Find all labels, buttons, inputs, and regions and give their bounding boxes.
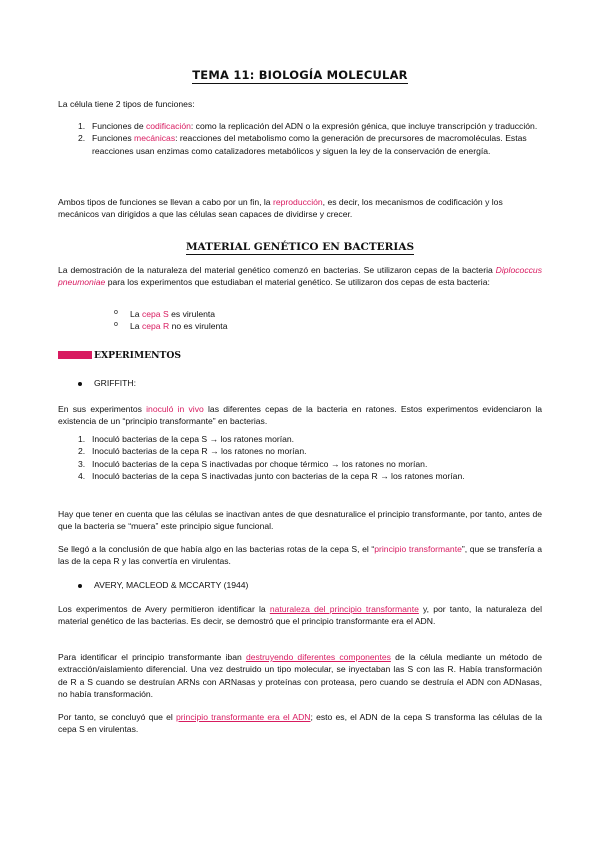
highlight: destruyendo diferentes componentes [245,652,391,662]
section-bar [58,351,92,359]
griffith-note: Hay que tener en cuenta que las células se inactivan antes de que desnaturalice el principio transformante, por tanto, antes de que la bacteria se “muera” este principio sigue funcional. [58,509,542,532]
strains-list [114,308,227,333]
highlight: inoculó in vivo [146,404,204,414]
avery-paragraph-2: Para identificar el principio transformante iban destruyendo diferentes componentes de la célula mediante un método de extracción/aislamiento diferencial. Una vez destruido un tipo molecular, se inyectaban las S con las R. Había transformación de R a S cuando se destruían ARNs con ARNasas y proteínas con proteasa, pero cuando se destruía el ADN con ADNasas, no había transformación. [58,652,542,700]
list-item: o La cepa S es virulenta [114,308,227,320]
bullet-icon [78,584,82,588]
list-item: 1. Funciones de codificación: como la replicación del ADN o la expresión génica, que incluye transcripción y traducción. [78,121,538,131]
highlight: principio transformante [374,544,462,554]
list-item: 4. Inoculó bacterias de la cepa S inactivadas junto con bacterias de la cepa R → los ratones morían. [78,471,465,482]
griffith-steps [78,433,542,483]
griffith-conclusion: Se llegó a la conclusión de que había algo en las bacterias rotas de la cepa S, el “principio transformante”, que se transfería a las de la cepa R y las convertía en virulentas. [58,544,542,567]
list-item: 2. Inoculó bacterias de la cepa R → los ratones no morían. [78,446,307,457]
griffith-heading: GRIFFITH: [78,377,136,389]
highlight: reproducción [272,197,323,207]
highlight: naturaleza del principio transformante [269,604,419,614]
section-label: EXPERIMENTOS [94,349,182,361]
griffith-paragraph: En sus experimentos inoculó in vivo las diferentes cepas de la bacteria en ratones. Estos experimentos evidenciaron la existencia de un “principio transformante” en bacterias. [58,404,543,427]
highlight: cepa S [141,309,169,319]
avery-paragraph-3: Por tanto, se concluyó que el principio transformante era el ADN; esto es, el ADN de la cepa S transforma las células de la cepa S en virulentas. [58,712,542,735]
list-item: 3. Inoculó bacterias de la cepa S inactivadas por choque térmico → los ratones no morían. [78,458,428,469]
list-item: 1. Inoculó bacterias de la cepa S → los ratones morían. [78,434,295,444]
avery-paragraph-1: Los experimentos de Avery permitieron identificar la naturaleza del principio transformante y, por tanto, la naturaleza del material genético de las bacterias. Es decir, se demostró que el principio transformante era el ADN. [58,604,542,627]
highlight: codificación [145,121,191,131]
list-item: 2. Funciones mecánicas: reacciones del metabolismo como la generación de precursores de macromoléculas. Estas reacciones usan enzimas como catalizadores metabólicos y siguen la ley de la conservación de energía. [78,133,527,156]
intro-text: La célula tiene 2 tipos de funciones: [58,99,195,109]
section-heading [58,348,181,362]
page-title: TEMA 11: BIOLOGÍA MOLECULAR [192,68,408,82]
avery-heading: AVERY, MACLEOD & MCCARTY (1944) [78,579,248,591]
highlight: principio transformante era el ADN [175,712,311,722]
both-functions-text: Ambos tipos de funciones se llevan a cabo por un fin, la reproducción, es decir, los mecanismos de codificación y los mecánicos van dirigidos a que las células sean capaces de dividirse y crecer. [58,197,503,220]
highlight: Diplococcus pneumoniae [58,265,542,288]
title-container [0,66,600,84]
highlight: mecánicas [134,133,176,144]
list-item: o La cepa R no es virulenta [114,320,227,332]
highlight: cepa R [141,321,170,332]
functions-list [78,120,542,157]
bullet-icon [78,382,82,386]
demo-text: La demostración de la naturaleza del material genético comenzó en bacterias. Se utilizaron cepas de la bacteria Diplococcus pneumoniae para los experimentos que estudiaban el material genético. Se utilizaron dos cepas de esta bacteria: [58,265,542,288]
section-title: MATERIAL GENÉTICO EN BACTERIAS [185,241,415,253]
subtitle-container [0,237,600,255]
